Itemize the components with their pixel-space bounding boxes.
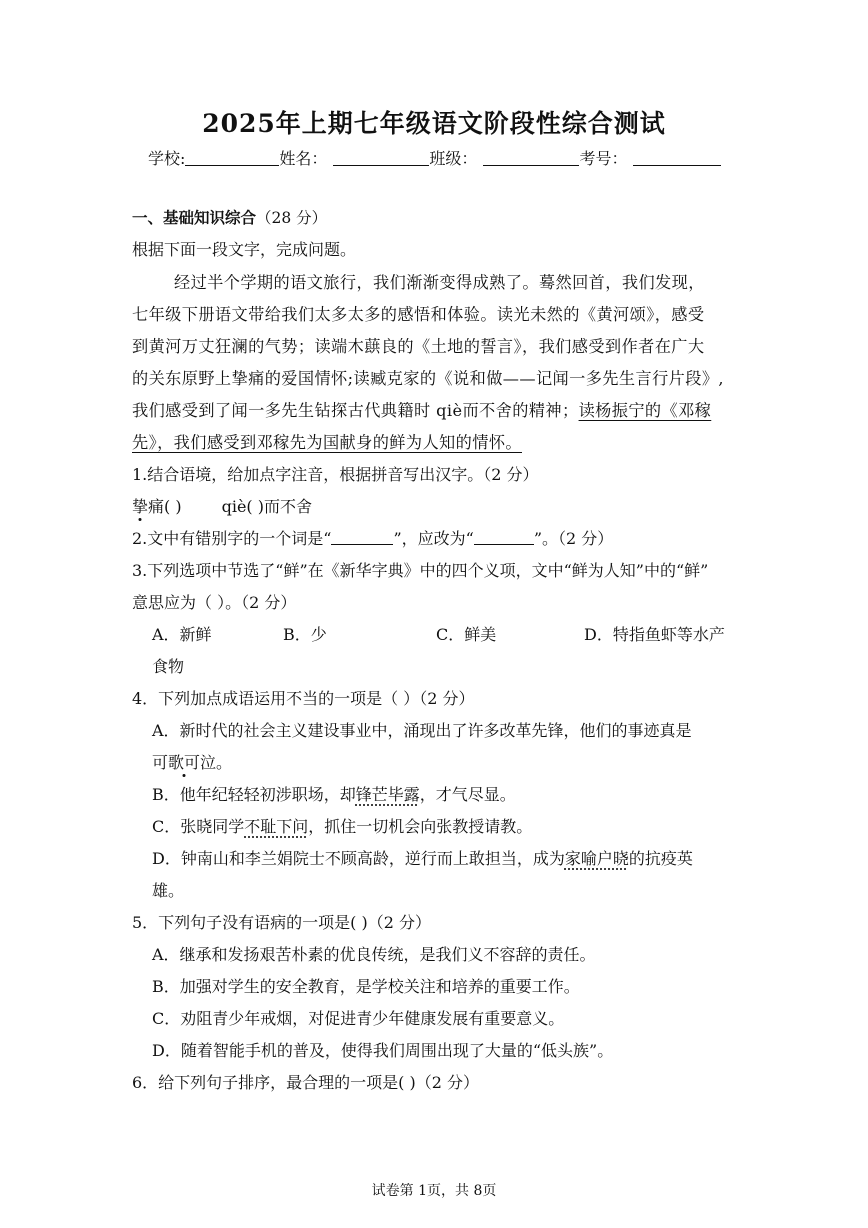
question-4-stem: 4．下列加点成语运用不当的一项是（ ）（2 分） xyxy=(132,689,475,708)
passage-underlined-start: 读杨振宁的《邓稼 xyxy=(578,401,712,420)
passage-line-6-underlined: 先》，我们感受到邓稼先为国献身的鲜为人知的情怀。 xyxy=(132,433,522,452)
q2-blank-1 xyxy=(331,530,393,545)
section-title: 一、基础知识综合 xyxy=(132,209,257,227)
passage-line-2: 七年级下册语文带给我们太多太多的感悟和体验。读光未然的《黄河颂》，感受 xyxy=(132,305,705,324)
q4-a-idiom: 可歌可泣 xyxy=(152,753,217,772)
name-label: 姓名： xyxy=(279,149,328,168)
section-points: （28 分） xyxy=(256,209,328,227)
class-blank xyxy=(483,149,579,166)
school-blank xyxy=(185,149,279,166)
q2-part-b: ”，应改为“ xyxy=(393,529,474,548)
passage-line-3: 到黄河万丈狂澜的气势；读端木蕻良的《土地的誓言》，我们感受到作者在广大 xyxy=(132,337,705,356)
exam-number-blank xyxy=(633,149,721,166)
q4-option-a-line-1: A．新时代的社会主义建设事业中，涌现出了许多改革先锋，他们的事迹真是 xyxy=(152,721,692,740)
q5-option-c: C．劝阻青少年戒烟，对促进青少年健康发展有重要意义。 xyxy=(152,1009,565,1028)
passage-line-1: 经过半个学期的语文旅行，我们渐渐变得成熟了。蓦然回首，我们发现， xyxy=(174,273,705,292)
q2-part-c: ”。（2 分） xyxy=(533,529,614,548)
q4-d-idiom: 家喻户晓 xyxy=(564,849,629,868)
q1-item-a: 痛( ) xyxy=(148,497,182,516)
section-intro: 根据下面一段文字，完成问题。 xyxy=(132,240,357,259)
passage-line-5 xyxy=(132,401,711,421)
question-6-stem: 6．给下列句子排序，最合理的一项是( )（2 分） xyxy=(132,1073,480,1092)
name-blank xyxy=(333,149,429,166)
question-3-stem-1: 3.下列选项中节选了“鲜”在《新华字典》中的四个义项，文中“鲜为人知”中的“鲜” xyxy=(132,561,709,580)
q3-option-b: B．少 xyxy=(283,625,327,644)
class-label: 班级： xyxy=(429,149,478,168)
q3-option-d-cont: 食物 xyxy=(152,657,185,676)
exam-number-label: 考号： xyxy=(579,149,628,168)
q3-option-d: D．特指鱼虾等水产 xyxy=(584,625,725,644)
q5-option-a: A．继承和发扬艰苦朴素的优良传统，是我们义不容辞的责任。 xyxy=(152,945,596,964)
page-title: 2025年上期七年级语文阶段性综合测试 xyxy=(202,109,666,138)
section-heading xyxy=(132,208,327,228)
school-label: 学校: xyxy=(148,149,186,168)
passage-line-4: 的关东原野上挚痛的爱国情怀;读臧克家的《说和做——记闻一多先生言行片段》, xyxy=(132,369,724,388)
q4-option-b: B．他年纪轻轻初涉职场，却锋芒毕露，才气尽显。 xyxy=(152,785,516,804)
question-5-stem: 5．下列句子没有语病的一项是( )（2 分） xyxy=(132,913,432,932)
q2-part-a: 2.文中有错别字的一个词是“ xyxy=(132,529,332,548)
student-info-row xyxy=(148,146,721,169)
q4-option-a-line-2: 可歌可泣。 xyxy=(152,753,233,772)
q4-b-idiom: 锋芒毕露 xyxy=(355,785,420,804)
question-1-items xyxy=(132,497,312,517)
q5-option-d: D．随着智能手机的普及，使得我们周围出现了大量的“低头族”。 xyxy=(152,1041,614,1060)
dotted-char: 挚 xyxy=(132,497,149,516)
q3-option-a: A．新鲜 xyxy=(152,625,212,644)
question-3-stem-2: 意思应为（ ）。（2 分） xyxy=(132,593,297,612)
question-1-stem: 1.结合语境，给加点字注音，根据拼音写出汉字。（2 分） xyxy=(132,465,539,484)
q3-option-c: C．鲜美 xyxy=(436,625,497,644)
q2-blank-2 xyxy=(474,530,534,545)
q5-option-b: B．加强对学生的安全教育，是学校关注和培养的重要工作。 xyxy=(152,977,580,996)
page-footer: 试卷第 1页，共 8页 xyxy=(371,1183,497,1199)
q4-option-d-cont: 雄。 xyxy=(152,881,185,900)
q1-item-b: qiè( )而不舍 xyxy=(221,497,312,516)
question-2 xyxy=(132,529,613,549)
passage-line-5-text: 我们感受到了闻一多先生钻探古代典籍时 qiè而不舍的精神； xyxy=(132,401,579,420)
q4-c-idiom: 不耻下问 xyxy=(244,817,309,836)
q4-option-d: D．钟南山和李兰娟院士不顾高龄，逆行而上敢担当，成为家喻户晓的抗疫英 xyxy=(152,849,693,868)
q4-option-c: C．张晓同学不耻下问，抓住一切机会向张教授请教。 xyxy=(152,817,533,836)
